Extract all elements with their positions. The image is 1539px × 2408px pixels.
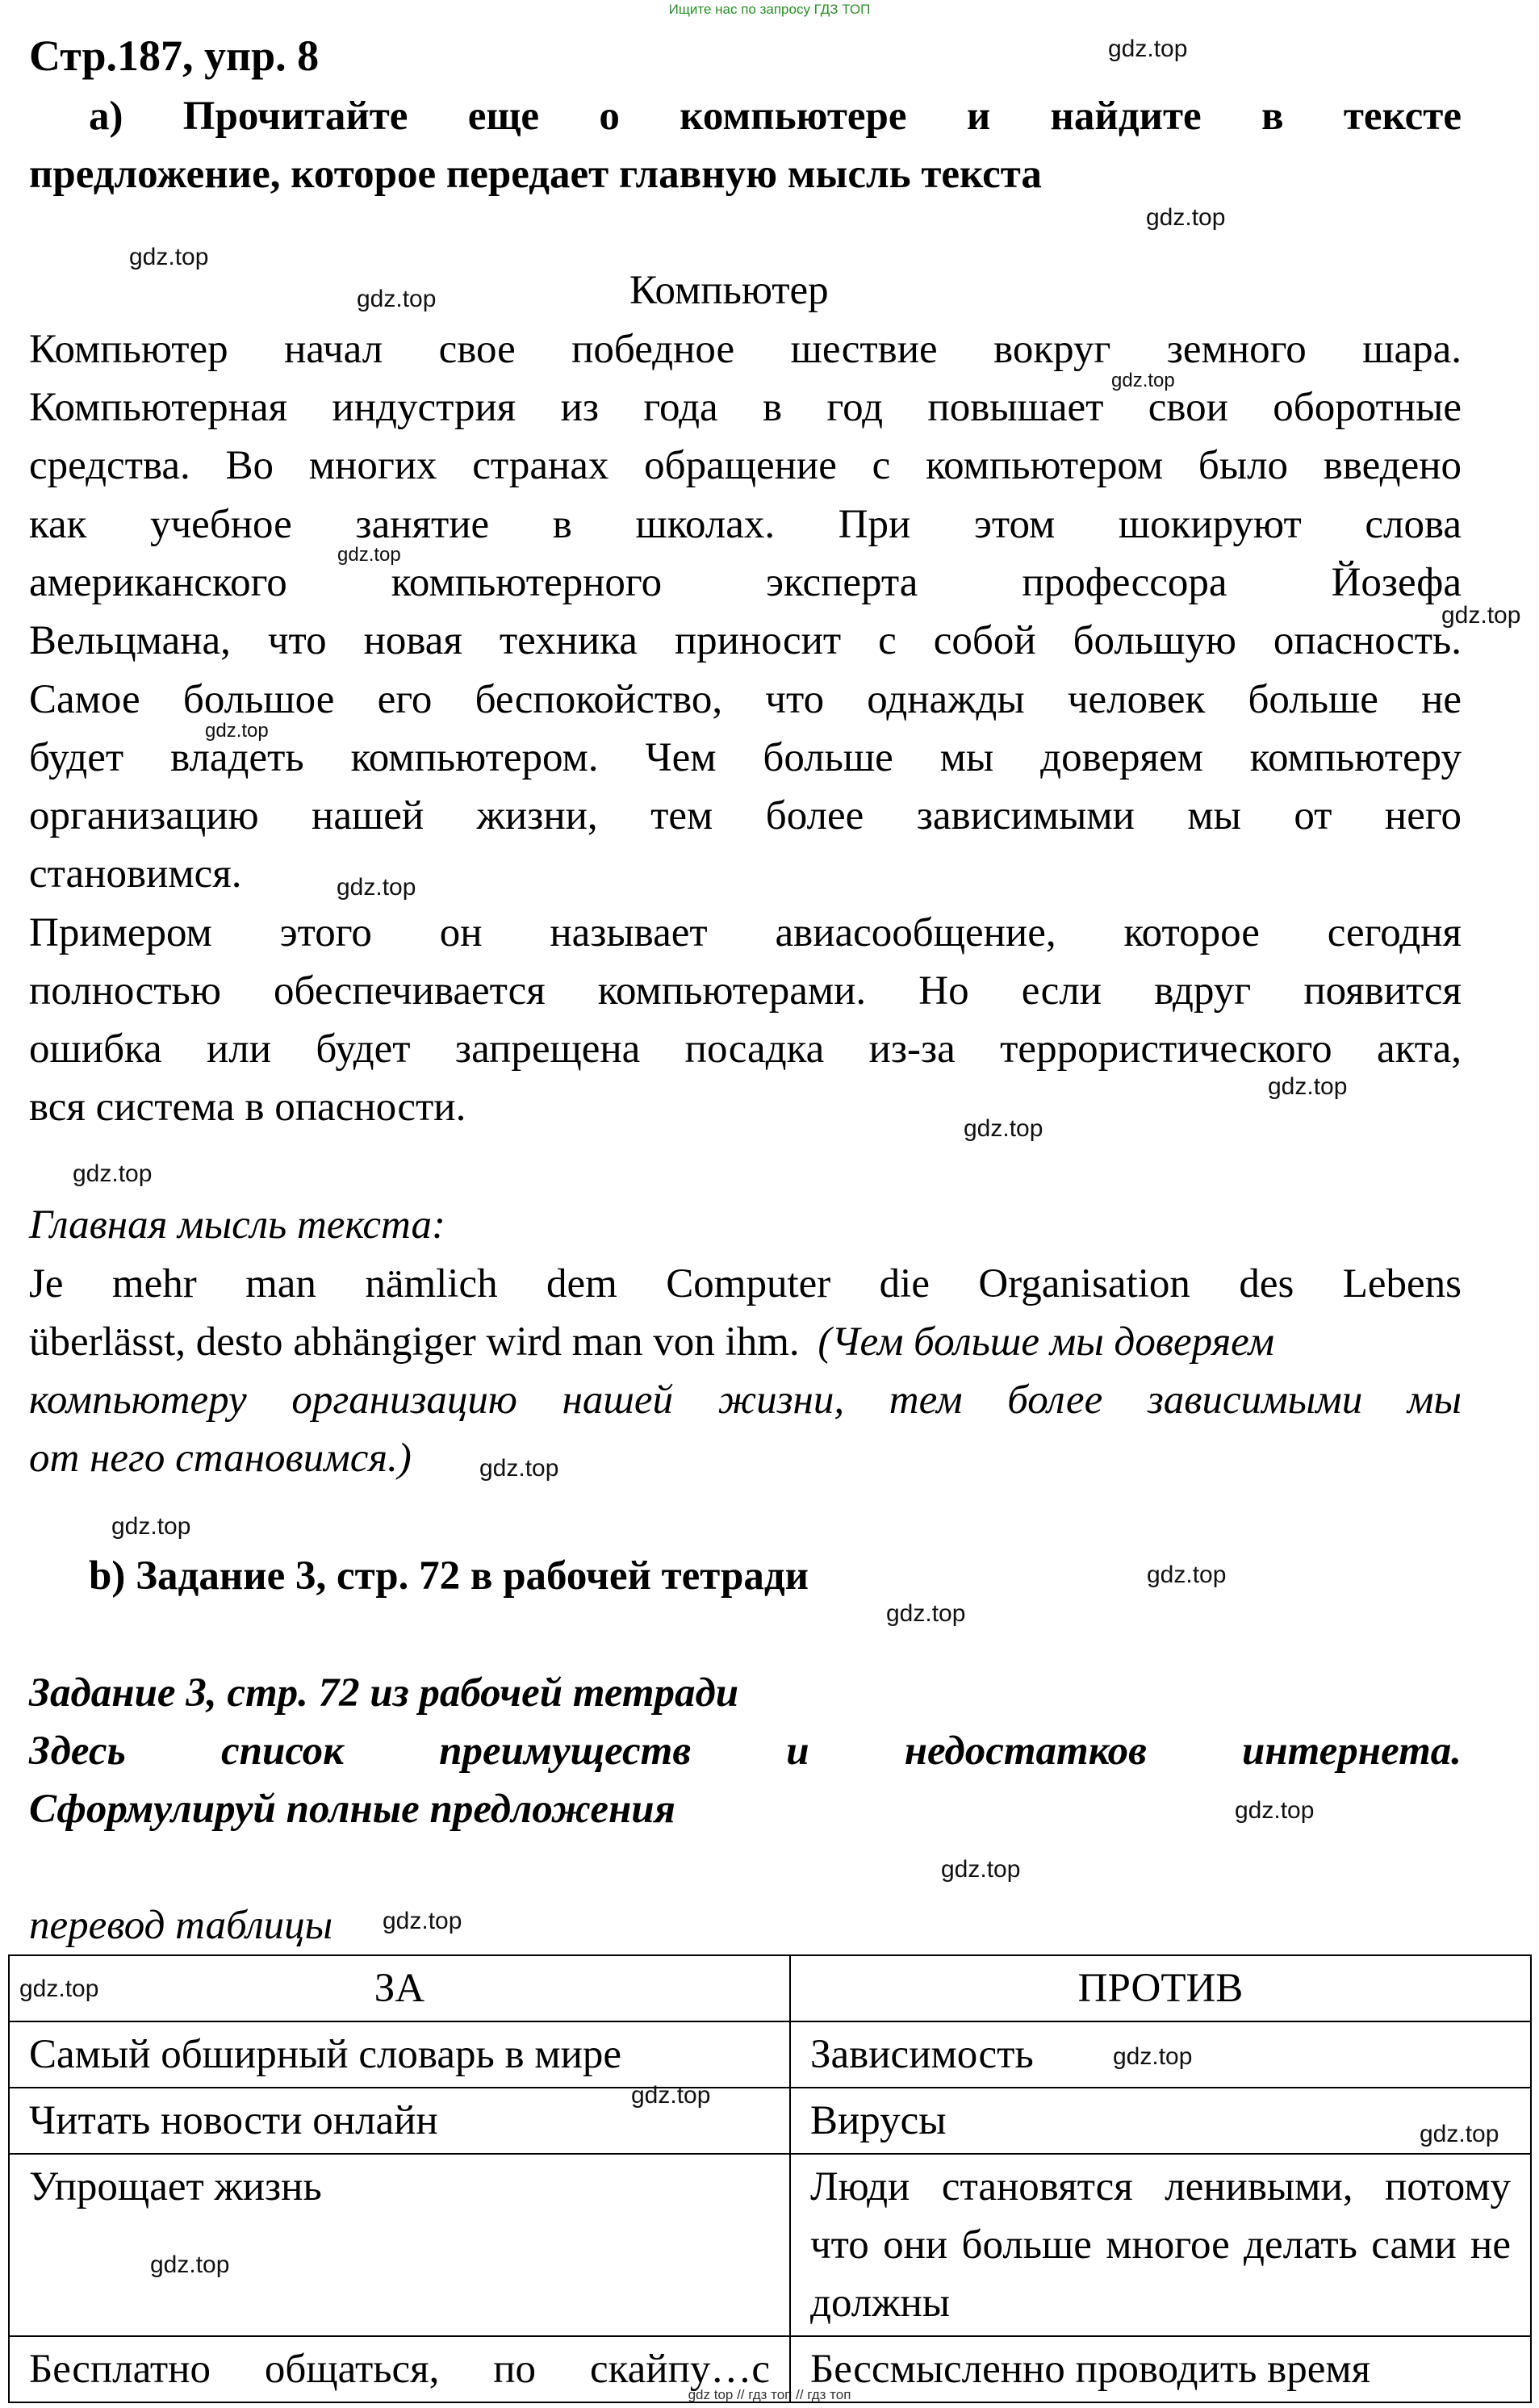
pros-cons-table xyxy=(8,1954,1532,2403)
watermark: gdz.top xyxy=(1235,1797,1315,1824)
bottom-banner: gdz top // гдз топ // гдз топ xyxy=(688,2387,851,2402)
text-line: средства. Во многих странах обращение с компьютером было введено xyxy=(29,443,1462,488)
text-line: будет владеть компьютером. Чем больше мы доверяем компьютеру xyxy=(29,735,1462,780)
watermark: gdz.top xyxy=(1111,370,1175,391)
workbook-line1: Задание 3, стр. 72 из рабочей тетради xyxy=(29,1670,739,1716)
table-cell-pro: Бесплатно общаться, по скайпу…с xyxy=(9,2336,790,2402)
table-header-row xyxy=(9,1955,1531,2021)
text-line: организацию нашей жизни, тем более зависимыми мы от него xyxy=(29,793,1462,838)
watermark: gdz.top xyxy=(631,2082,711,2109)
watermark: gdz.top xyxy=(1113,2043,1193,2070)
table-cell-pro: Самый обширный словарь в мире xyxy=(9,2021,790,2088)
table-row xyxy=(9,2154,1531,2336)
table-row xyxy=(9,2021,1531,2088)
exercise-title: Стр.187, упр. 8 xyxy=(29,31,320,80)
text-line: Примером этого он называет авиасообщение, которое сегодня xyxy=(29,910,1462,955)
text-line: Вельцмана, что новая техника приносит с собой большую опасность. xyxy=(29,618,1462,663)
watermark: gdz.top xyxy=(383,1908,462,1934)
table-cell-pro: Упрощает жизнь xyxy=(9,2154,790,2336)
text-line: Компьютер начал свое победное шествие вокруг земного шара. xyxy=(29,327,1462,372)
task-a-line1: a) Прочитайте еще о компьютере и найдите в тексте xyxy=(89,94,1462,139)
watermark: gdz.top xyxy=(1268,1073,1348,1100)
table-cell-contra: Бессмысленно проводить время xyxy=(790,2336,1531,2402)
table-cell-contra: Зависимость xyxy=(790,2021,1531,2088)
table-cell-contra: Вирусы xyxy=(790,2088,1531,2154)
watermark: gdz.top xyxy=(337,874,416,901)
watermark: gdz.top xyxy=(111,1513,191,1540)
text-line: Самое большое его беспокойство, что однажды человек больше не xyxy=(29,677,1462,722)
text-line: ошибка или будет запрещена посадка из-за террористического акта, xyxy=(29,1026,1462,1072)
top-banner: Ищите нас по запросу ГДЗ ТОП xyxy=(668,2,871,17)
main-idea-german-part2: überlässt, desto abhängiger wird man von ihm. xyxy=(29,1319,800,1365)
text-line: Компьютерная индустрия из года в год повышает свои оборотные xyxy=(29,385,1462,430)
main-idea-translation-line3: от него становимся.) xyxy=(29,1436,412,1481)
task-a-line2: предложение, которое передает главную мысль текста xyxy=(29,152,1042,197)
table-cell-pro: Читать новости онлайн xyxy=(9,2088,790,2154)
watermark: gdz.top xyxy=(73,1160,153,1187)
main-idea-german-line2 xyxy=(29,1313,1462,1371)
main-idea-german-line1: Je mehr man nämlich dem Computer die Organisation des Lebens xyxy=(29,1261,1462,1306)
watermark: gdz.top xyxy=(1147,1561,1227,1588)
header-contra: ПРОТИВ xyxy=(790,1955,1531,2021)
watermark: gdz.top xyxy=(129,244,209,270)
header-pro: ЗА xyxy=(9,1955,790,2021)
text-title: Компьютер xyxy=(629,268,829,313)
watermark: gdz.top xyxy=(150,2251,230,2278)
watermark: gdz.top xyxy=(886,1600,966,1627)
main-idea-translation-part1: (Чем больше мы доверяем xyxy=(818,1319,1275,1365)
text-line: американского компьютерного эксперта профессора Йозефа xyxy=(29,560,1462,605)
workbook-line2: Здесь список преимуществ и недостатков интернета. xyxy=(29,1729,1462,1774)
watermark: gdz.top xyxy=(1146,204,1226,231)
watermark: gdz.top xyxy=(1108,36,1188,62)
watermark: gdz.top xyxy=(357,286,437,312)
table-caption: перевод таблицы xyxy=(29,1903,333,1948)
watermark: gdz.top xyxy=(964,1115,1043,1142)
watermark: gdz.top xyxy=(1420,2121,1499,2147)
watermark: gdz.top xyxy=(479,1455,559,1482)
watermark: gdz.top xyxy=(205,720,269,742)
text-line: полностью обеспечивается компьютерами. Но если вдруг появится xyxy=(29,968,1462,1014)
text-line: как учебное занятие в школах. При этом шокируют слова xyxy=(29,502,1462,547)
watermark: gdz.top xyxy=(1441,602,1521,629)
table-cell-contra: Люди становятся ленивыми, потому что они больше многое делать сами не должны xyxy=(790,2154,1531,2336)
main-idea-label: Главная мысль текста: xyxy=(29,1202,445,1248)
watermark: gdz.top xyxy=(19,1975,99,2002)
table-row xyxy=(9,2336,1531,2402)
task-b-label: b) Задание 3, стр. 72 в рабочей тетради xyxy=(89,1553,809,1599)
text-line: становимся. xyxy=(29,851,242,897)
table-row xyxy=(9,2088,1531,2154)
watermark: gdz.top xyxy=(337,544,401,566)
text-line: вся система в опасности. xyxy=(29,1085,466,1130)
watermark: gdz.top xyxy=(941,1856,1021,1883)
main-idea-translation-line2: компьютеру организацию нашей жизни, тем более зависимыми мы xyxy=(29,1377,1462,1423)
workbook-line3: Сформулируй полные предложения xyxy=(29,1787,675,1832)
